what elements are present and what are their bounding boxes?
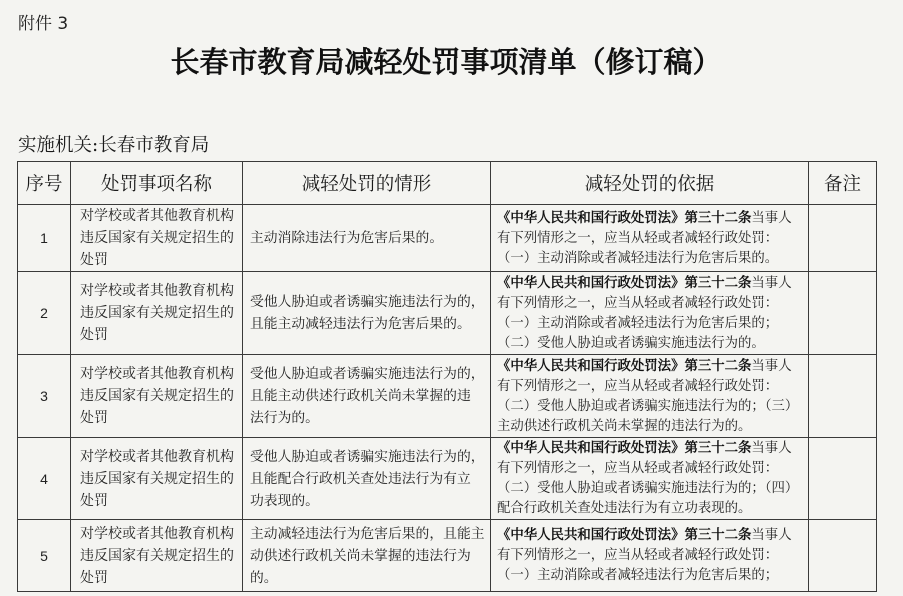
basis-line [497,525,808,546]
basis-text: 当事人 [751,358,792,374]
law-citation: 《中华人民共和国行政处罚法》第三十二条 [497,357,752,374]
item-name-line: 处罚 [80,569,108,586]
header-situation: 减轻处罚的情形 [243,162,491,205]
basis-line [497,356,808,377]
basis-line: 有下列情形之一，应当从轻或者减轻行政处罚： [497,378,779,394]
law-citation: 《中华人民共和国行政处罚法》第三十二条 [497,274,752,291]
law-citation: 《中华人民共和国行政处罚法》第三十二条 [497,440,752,456]
basis-line: 有下列情形之一，应当从轻或者减轻行政处罚： [497,548,779,563]
mitigated-penalty-table [17,161,877,592]
situation-line: 主动消除违法行为危害后果的。 [250,230,444,246]
mitigation-basis [491,355,809,438]
basis-line: 有下列情形之一，应当从轻或者减轻行政处罚： [497,295,779,311]
basis-text: 当事人 [751,528,792,543]
attachment-label: 附件 3 [18,14,69,34]
implementing-agency: 实施机关:长春市教育局 [18,135,210,156]
remark-cell [809,438,877,520]
situation-line: 受他人胁迫或者诱骗实施违法行为的， [250,366,485,382]
item-name-line: 违反国家有关规定招生的 [80,305,234,321]
basis-line: 有下列情形之一，应当从轻或者减轻行政处罚： [497,230,779,246]
mitigation-situation [243,438,491,520]
situation-line: 动供述行政机关尚未掌握的违法行为 [250,547,471,564]
row-number: 1 [18,205,71,272]
situation-line: 主动减轻违法行为危害后果的，且能主 [250,525,485,542]
header-basis: 减轻处罚的依据 [491,162,809,205]
item-name-line: 处罚 [80,327,108,343]
basis-text: 当事人 [751,210,792,226]
item-name-line: 处罚 [80,410,108,426]
basis-text: 当事人 [751,441,792,456]
basis-line [497,273,808,294]
header-item-name: 处罚事项名称 [71,162,243,205]
row-number: 3 [18,355,71,438]
table-row [18,438,877,520]
basis-line: 有下列情形之一，应当从轻或者减轻行政处罚： [497,461,779,476]
item-name-line: 对学校或者其他教育机构 [80,366,234,382]
law-citation: 《中华人民共和国行政处罚法》第三十二条 [497,527,752,543]
item-name-line: 违反国家有关规定招生的 [80,230,234,246]
mitigation-situation [243,272,491,355]
remark-cell [809,205,877,272]
header-row-number: 序号 [18,162,71,205]
situation-line: 法行为的。 [250,410,319,426]
situation-line: 且能主动减轻违法行为危害后果的。 [250,316,471,332]
mitigation-situation [243,355,491,438]
situation-line: 功表现的。 [250,492,319,509]
mitigation-situation [243,205,491,272]
penalty-item-name [71,205,243,272]
row-number: 5 [18,520,71,592]
situation-line: 受他人胁迫或者诱骗实施违法行为的， [250,448,485,465]
basis-line: 配合行政机关查处违法行为有立功表现的。 [497,501,752,516]
situation-line: 受他人胁迫或者诱骗实施违法行为的， [250,294,485,310]
basis-line: （二）受他人胁迫或者诱骗实施违法行为的。 [497,335,765,351]
item-name-line: 对学校或者其他教育机构 [80,448,234,465]
penalty-item-name [71,438,243,520]
law-citation: 《中华人民共和国行政处罚法》第三十二条 [497,209,752,226]
remark-cell [809,520,877,592]
remark-cell [809,272,877,355]
basis-line [497,208,808,229]
table-row [18,355,877,438]
basis-line: （一）主动消除或者减轻违法行为危害后果的。 [497,250,779,266]
document-title: 长春市教育局减轻处罚事项清单（修订稿） [170,45,722,79]
table-row [18,520,877,592]
mitigation-basis [491,272,809,355]
basis-line: （二）受他人胁迫或者诱骗实施违法行为的；（四） [497,481,799,496]
basis-line: （二）受他人胁迫或者诱骗实施违法行为的；（三） [497,398,799,414]
penalty-item-name [71,355,243,438]
header-remark: 备注 [809,162,877,205]
basis-line: （一）主动消除或者减轻违法行为危害后果的； [497,315,779,331]
item-name-line: 对学校或者其他教育机构 [80,525,234,542]
basis-line: 主动供述行政机关尚未掌握的违法行为的。 [497,418,752,434]
basis-line [497,438,808,459]
situation-line: 且能配合行政机关查处违法行为有立 [250,470,471,487]
mitigation-basis [491,205,809,272]
table-row [18,205,877,272]
row-number: 4 [18,438,71,520]
basis-text: 当事人 [751,275,792,291]
table-header-row [18,162,877,205]
item-name-line: 违反国家有关规定招生的 [80,470,234,487]
penalty-item-name [71,520,243,592]
mitigation-basis [491,520,809,592]
item-name-line: 处罚 [80,252,108,268]
remark-cell [809,355,877,438]
table-row [18,272,877,355]
item-name-line: 处罚 [80,492,108,509]
item-name-line: 违反国家有关规定招生的 [80,388,234,404]
penalty-item-name [71,272,243,355]
item-name-line: 违反国家有关规定招生的 [80,547,234,564]
mitigation-basis [491,438,809,520]
mitigation-situation [243,520,491,592]
item-name-line: 对学校或者其他教育机构 [80,283,234,299]
basis-line: （一）主动消除或者减轻违法行为危害后果的； [497,568,779,583]
item-name-line: 对学校或者其他教育机构 [80,208,234,224]
situation-line: 且能主动供述行政机关尚未掌握的违 [250,388,471,404]
row-number: 2 [18,272,71,355]
situation-line: 的。 [250,569,278,586]
